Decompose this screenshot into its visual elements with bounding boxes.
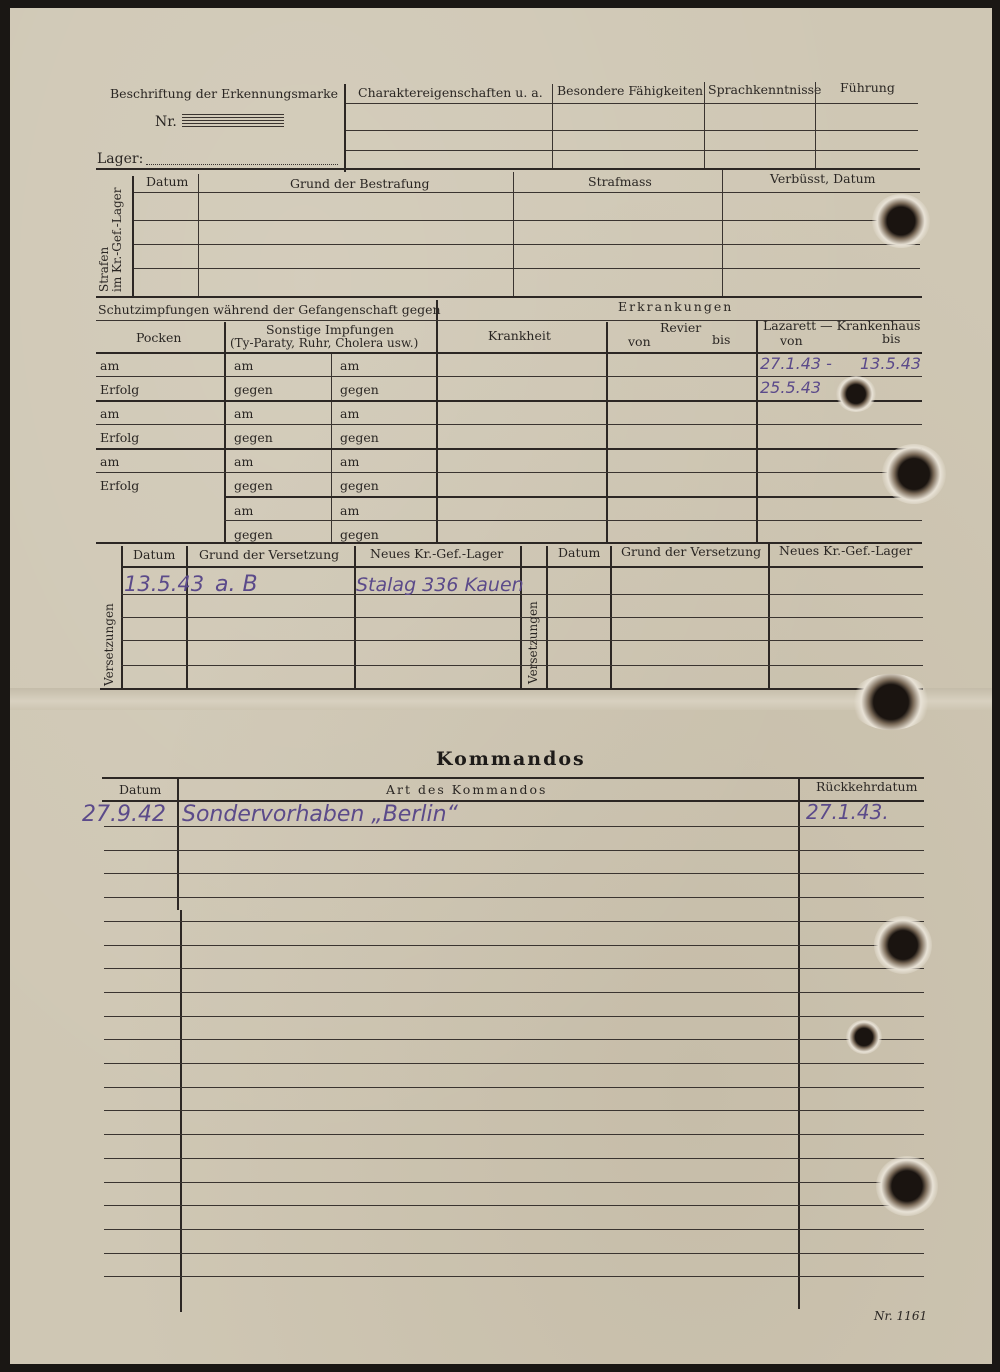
punch-hole: [850, 674, 932, 730]
sonstige-row: gegen: [234, 478, 273, 493]
label-erkennungsmarke: Beschriftung der Erkennungsmarke: [110, 86, 339, 101]
label-grund-bestrafung: Grund der Bestrafung: [290, 176, 430, 191]
kommando-entry-art: Sondervorhaben „Berlin“: [182, 802, 458, 827]
label-lager: Lager:: [97, 151, 144, 167]
kommandos-row-line: [104, 1063, 924, 1064]
sonstige-row: am: [234, 503, 254, 518]
label-laz-bis: bis: [882, 331, 901, 346]
label-revier: Revier: [660, 320, 702, 335]
kommando-entry-datum: 27.9.42: [82, 802, 166, 827]
sonstige-row: gegen: [340, 478, 379, 493]
label-revier-bis: bis: [712, 332, 731, 347]
sonstige-row: gegen: [340, 382, 379, 397]
kommandos-row-line: [104, 921, 924, 922]
versetzung-entry-lager: Stalag 336 Kauen: [356, 574, 524, 596]
label-vers-neues: Neues Kr.-Gef.-Lager: [370, 546, 504, 561]
kommandos-row-line: [104, 1205, 924, 1206]
label-vers-datum-2: Datum: [558, 545, 601, 560]
pocken-row: am: [100, 358, 120, 373]
punch-hole: [846, 1020, 882, 1054]
kommandos-row-line: [104, 1134, 924, 1135]
kommandos-row-line: [104, 873, 924, 874]
pocken-row: Erfolg: [100, 382, 140, 397]
card-fold: [10, 688, 992, 710]
label-kom-rueckkehr: Rückkehrdatum: [816, 779, 918, 794]
kommandos-row-line: [104, 945, 924, 946]
card-paper: [10, 8, 992, 1364]
label-charakter: Charaktereigenschaften u. a.: [358, 85, 543, 100]
lazarett-entry-bis: 13.5.43: [860, 354, 922, 373]
kommandos-title: Kommandos: [436, 748, 586, 770]
sonstige-row: am: [234, 454, 254, 469]
kommandos-row-line: [104, 992, 924, 993]
label-sonstige: Sonstige Impfungen: [266, 322, 394, 337]
label-vers-neues-2: Neues Kr.-Gef.-Lager: [779, 543, 913, 558]
sonstige-row: gegen: [340, 430, 379, 445]
label-vers-grund: Grund der Versetzung: [199, 547, 340, 562]
sonstige-row: gegen: [234, 382, 273, 397]
versetzungen-side-label-left: Versetzungen: [102, 603, 116, 686]
label-kom-datum: Datum: [119, 782, 162, 797]
kommandos-row-line: [104, 850, 924, 851]
kommandos-row-line: [104, 1087, 924, 1088]
versetzung-entry-datum: 13.5.43: [124, 572, 205, 596]
label-sonstige-sub: (Ty-Paraty, Ruhr, Cholera usw.): [230, 336, 419, 350]
label-strafen-datum: Datum: [146, 174, 189, 189]
kommandos-row-line: [104, 897, 924, 898]
sonstige-row: am: [234, 406, 254, 421]
label-vers-grund-2: Grund der Versetzung: [621, 544, 762, 559]
sonstige-row: am: [340, 358, 360, 373]
lager-field: [146, 164, 338, 165]
label-krankheit: Krankheit: [488, 328, 551, 343]
label-fuehrung: Führung: [840, 80, 895, 95]
label-kom-art: Art des Kommandos: [386, 782, 548, 797]
nr-field: [182, 114, 284, 128]
pocken-row: am: [100, 406, 120, 421]
label-strafmass: Strafmass: [588, 174, 652, 189]
kommandos-row-line: [104, 1276, 924, 1277]
sonstige-row: am: [340, 503, 360, 518]
strafen-side-label: Strafen im Kr.-Gef.-Lager: [97, 187, 124, 292]
punch-hole: [836, 376, 876, 412]
sonstige-row: gegen: [234, 430, 273, 445]
punch-hole: [872, 194, 930, 248]
kommandos-row-line: [104, 1110, 924, 1111]
sonstige-row: am: [340, 406, 360, 421]
label-faehigkeiten: Besondere Fähigkeiten: [557, 83, 704, 98]
kommandos-row-line: [104, 1158, 924, 1159]
label-laz-von: von: [780, 333, 803, 348]
kommandos-row-line: [104, 1229, 924, 1230]
pocken-row: Erfolg: [100, 478, 140, 493]
lazarett-entry-von-2: 25.5.43: [760, 378, 822, 397]
kommandos-row-line: [104, 1253, 924, 1254]
sonstige-row: am: [234, 358, 254, 373]
kommandos-row-line: [104, 1039, 924, 1040]
kommandos-row-line: [104, 1016, 924, 1017]
punch-hole: [876, 1156, 938, 1216]
label-verbuesst: Verbüsst, Datum: [770, 171, 876, 186]
lazarett-entry-von: 27.1.43 -: [760, 354, 832, 373]
punch-hole: [882, 444, 946, 504]
pocken-row: am: [100, 454, 120, 469]
sonstige-row: gegen: [234, 527, 273, 542]
footer-number: Nr. 1161: [874, 1309, 928, 1323]
label-vers-datum: Datum: [133, 547, 176, 562]
label-schutzimpfungen: Schutzimpfungen während der Gefangenschaft gegen: [98, 302, 441, 317]
kommando-entry-rueckkehr: 27.1.43.: [806, 800, 889, 824]
kommandos-row-line: [104, 1182, 924, 1183]
punch-hole: [874, 916, 932, 974]
label-lazarett: Lazarett — Krankenhaus: [763, 318, 921, 333]
versetzungen-side-label-right: Versetzungen: [526, 601, 540, 684]
label-pocken: Pocken: [136, 330, 182, 345]
sonstige-row: gegen: [340, 527, 379, 542]
label-erkrankungen: Erkrankungen: [618, 299, 734, 314]
pocken-row: Erfolg: [100, 430, 140, 445]
kommandos-row-line: [104, 968, 924, 969]
versetzung-entry-grund: a. B: [215, 572, 258, 597]
label-sprachen: Sprachkenntnisse: [708, 82, 822, 97]
label-nr: Nr.: [155, 114, 177, 130]
label-revier-von: von: [628, 334, 651, 349]
sonstige-row: am: [340, 454, 360, 469]
